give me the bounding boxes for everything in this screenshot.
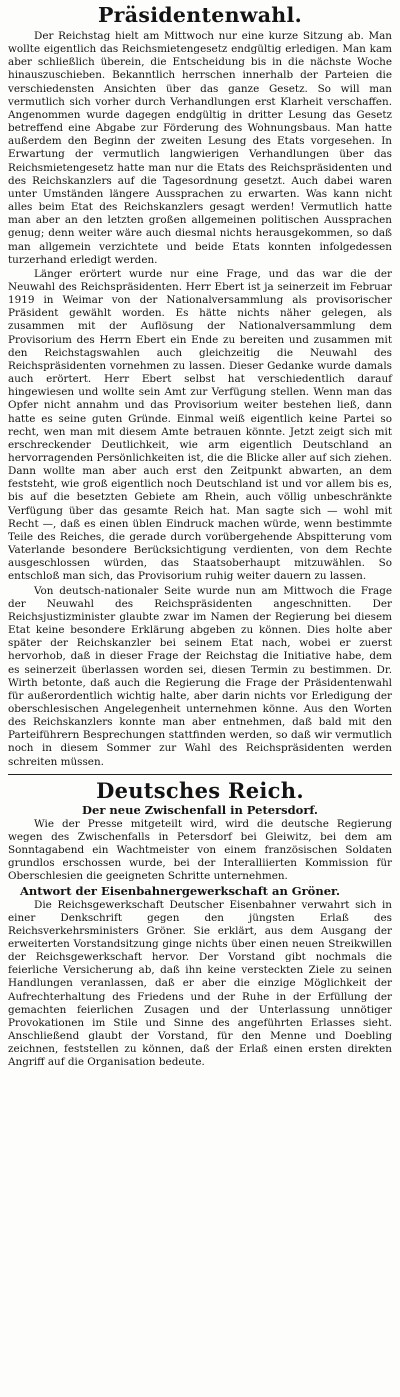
section-divider xyxy=(8,774,392,775)
article-paragraph: Wie der Presse mitgeteilt wird, wird die deutsche Regierung wegen des Zwischenfalls in Petersdorf bei Gleiwitz, bei dem am Sonntagabend ein Wachtmeister von einem französischen Soldaten grundlos erschossen wurde, bei der Interalliierten Kommission für Oberschlesien die geeigneten Schritte unternehmen. xyxy=(8,817,392,883)
article-paragraph: Die Reichsgewerkschaft Deutscher Eisenbahner verwahrt sich in einer Denkschrift gegen den jüngsten Erlaß des Reichsverkehrsministers Gröner. Sie erklärt, aus dem Ausgang der erweiterten Vorstandsitzung ginge nichts über einen neuen Streikwillen der Reichsgewerkschaft hervor. Der Vorstand gibt nochmals die feierliche Versicherung ab, daß ihn keine versteckten Ziele zu seinen Handlungen veranlassen, daß er aber die einzige Möglichkeit der Aufrechterhaltung des Friedens und der Ruhe in der Erfüllung der gemachten feierlichen Zusagen und der Unterlassung unnötiger Provokationen im Stile und Sinne des angeführten Erlasses sieht. Anschließend glaubt der Vorstand, für den Menne und Doebling zeichnen, feststellen zu können, daß der Erlaß einen ersten direkten Angriff auf die Organisation bedeute. xyxy=(8,898,392,1069)
article-eisenbahnergewerkschaft xyxy=(8,884,392,1070)
article-heading: Antwort der Eisenbahnergewerkschaft an Gröner. xyxy=(20,883,341,898)
headline-praesidentenwahl: Präsidentenwahl. xyxy=(97,3,303,27)
article-paragraph: Länger erörtert wurde nur eine Frage, und das war die der Neuwahl des Reichspräsidenten. Herr Ebert ist ja seinerzeit im Februar 1919 in Weimar von der Nationalversammlung als provisorischer Präsident gewählt worden. Es hätte nichts näher gelegen, als zusammen mit der Auflösung der Nationalversammlung dem Provisorium des Herrn Ebert ein Ende zu bereiten und zusammen mit den Reichstagswahlen auch gleichzeitig die Neuwahl des Reichspräsidenten vornehmen zu lassen. Dieser Gedanke wurde damals auch erörtert. Herr Ebert selbst hat verschiedentlich darauf hingewiesen und wollte sein Amt zur Verfügung stellen. Wenn man das Opfer nicht annahm und das Provisorium weiter bestehen ließ, dann hatte es seine guten Gründe. Einmal weiß eigentlich keine Partei so recht, wen man mit diesem Amte betrauen könnte. Jetzt zeigt sich mit erschreckender Deutlichkeit, wie arm eigentlich Deutschland an hervorragenden Persönlichkeiten ist, die die Blicke aller auf sich ziehen. Dann wollte man aber auch erst den Zeitpunkt abwarten, an dem feststeht, wie groß eigentlich noch Deutschland ist und vor allem bis es, bis auf die besetzten Gebiete am Rhein, auch völlig unbeschränkte Verfügung über das gesamte Reich hat. Man sagte sich — wohl mit Recht —, daß es einen üblen Eindruck machen würde, wenn bestimmte Teile des Reiches, die gerade durch vorübergehende Abspitterung vom Vaterlande besondere Berücksichtigung verdienten, von dem Rechte ausgeschlossen würden, das Staatsoberhaupt mitzuwählen. So entschloß man sich, das Provisorium ruhig weiter dauern zu lassen. xyxy=(8,267,392,583)
article-heading: Der neue Zwischenfall in Petersdorf. xyxy=(82,802,318,817)
article-zwischenfall xyxy=(8,803,392,884)
article-paragraph: Von deutsch-nationaler Seite wurde nun am Mittwoch die Frage der Neuwahl des Reichspräsidenten angeschnitten. Der Reichsjustizminister glaubte zwar im Namen der Regierung bei diesem Etat keine besondere Erklärung abgeben zu können. Dies holte aber später der Reichskanzler bei seinem Etat nach, wobei er zuerst hervorhob, daß in dieser Frage der Reichstag die Initiative habe, dem es seinerzeit überlassen worden sei, diesen Termin zu bestimmen. Dr. Wirth betonte, daß auch die Regierung die Frage der Präsidentenwahl für außerordentlich wichtig halte, aber darin nichts vor Erledigung der oberschlesischen Angelegenheit unternehmen könne. Aus den Worten des Reichskanzlers konnte man aber entnehmen, daß bald mit den Parteiführern Besprechungen stattfinden werden, so daß wir vermutlich noch in diesem Sommer zur Wahl des Reichspräsidenten werden schreiten müssen. xyxy=(8,584,392,768)
article-praesidentenwahl xyxy=(8,30,392,769)
headline-deutsches-reich: Deutsches Reich. xyxy=(96,777,304,803)
article-paragraph: Der Reichstag hielt am Mittwoch nur eine kurze Sitzung ab. Man wollte eigentlich das Reichsmietengesetz endgültig erledigen. Man kam aber schließlich überein, die Entscheidung bis in die nächste Woche hinauszuschieben. Bekanntlich herrschen innerhalb der Parteien die verschiedensten Ansichten über das ganze Gesetz. So will man vermutlich sich vorher durch Verhandlungen erst Klarheit verschaffen. Angenommen wurde dagegen endgültig in dritter Lesung das Gesetz betreffend eine Abgabe zur Förderung des Wohnungsbaus. Man hatte außerdem den Beginn der zweiten Lesung des Etats vorgesehen. In Erwartung der vermutlich langwierigen Verhandlungen über das Reichsmietengesetz hatte man nur die Etats des Reichspräsidenten und des Reichskanzlers auf die Tagesordnung gesetzt. Auch dabei waren unter Umständen längere Aussprachen zu erwarten. Was kann nicht alles beim Etat des Reichskanzlers gesagt werden! Vermutlich hatte man aber an den letzten großen allgemeinen politischen Aussprachen genug; denn weiter wäre auch diesmal nichts herausgekommen, so daß man allgemein verzichtete und beide Etats konnten infolgedessen turzerhand erledigt werden. xyxy=(8,30,392,266)
